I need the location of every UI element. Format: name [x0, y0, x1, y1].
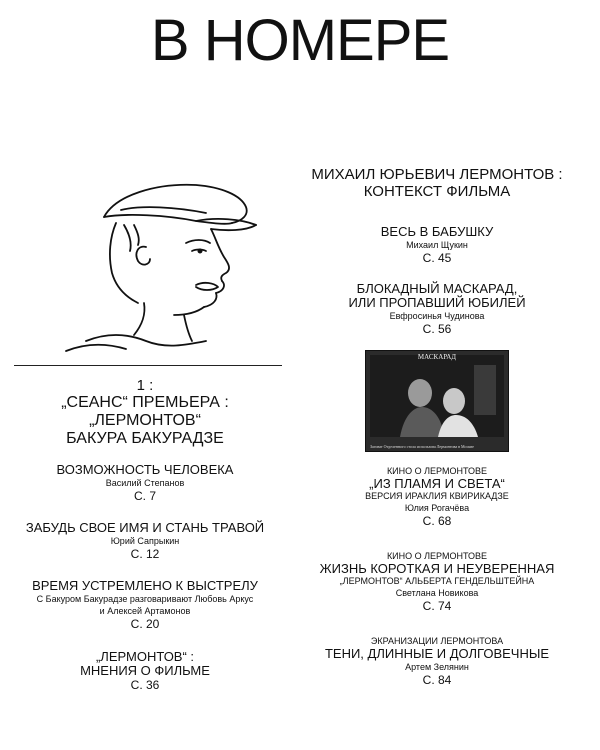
section-title-line-2: „ЛЕРМОНТОВ“ — [89, 412, 201, 429]
lermontov-portrait-sketch — [46, 165, 278, 353]
article-entry[interactable] — [0, 463, 290, 503]
article-author: Василий Степанов — [105, 478, 185, 488]
article-kicker: КИНО О ЛЕРМОНТОВЕ — [386, 466, 488, 476]
article-title-line-2: МНЕНИЯ О ФИЛЬМЕ — [80, 663, 210, 678]
section-divider — [14, 365, 282, 366]
article-title: ВРЕМЯ УСТРЕМЛЕНО К ВЫСТРЕЛУ — [32, 578, 258, 593]
article-author: Юлия Рогачёва — [404, 503, 470, 513]
article-page: С. 20 — [130, 617, 160, 631]
article-title: ВОЗМОЖНОСТЬ ЧЕЛОВЕКА — [56, 462, 234, 477]
article-author-line-1: С Бакуром Бакурадзе разговаривают Любовь Аркус — [36, 594, 254, 604]
section-title-line-1: МИХАИЛ ЮРЬЕВИЧ ЛЕРМОНТОВ : — [311, 166, 563, 183]
article-entry[interactable] — [0, 650, 290, 692]
article-kicker: КИНО О ЛЕРМОНТОВЕ — [386, 551, 488, 561]
left-section-heading — [0, 377, 290, 448]
article-page: С. 56 — [422, 322, 452, 336]
article-entry[interactable] — [0, 579, 290, 631]
article-entry[interactable] — [304, 225, 570, 265]
article-title: ВЕСЬ В БАБУШКУ — [380, 224, 494, 239]
article-subtitle: „ЛЕРМОНТОВ“ АЛЬБЕРТА ГЕНДЕЛЬШТЕЙНА — [339, 576, 535, 586]
right-section-heading — [304, 166, 570, 200]
section-title-line-1: „СЕАНС“ ПРЕМЬЕРА : — [61, 394, 229, 411]
article-title-line-2: ИЛИ ПРОПАВШИЙ ЮБИЛЕЙ — [348, 295, 526, 310]
article-title: „ИЗ ПЛАМЯ И СВЕТА“ — [369, 476, 505, 491]
photo-frame — [370, 355, 504, 437]
article-subtitle: ВЕРСИЯ ИРАКЛИЯ КВИРИКАДЗЕ — [365, 491, 509, 501]
film-still-photo — [365, 350, 509, 452]
article-page: С. 74 — [422, 599, 452, 613]
photo-caption: МАСКАРАД — [417, 353, 457, 361]
article-title-line-1: БЛОКАДНЫЙ МАСКАРАД, — [356, 281, 518, 296]
article-entry[interactable] — [0, 521, 290, 561]
section-title-line-3: БАКУРА БАКУРАДЗЕ — [66, 430, 224, 447]
article-author: Светлана Новикова — [395, 588, 479, 598]
photo-credit: Заговат Отделенного стола использова Лермонтова в Москве — [370, 444, 474, 449]
article-page: С. 68 — [422, 514, 452, 528]
article-page: С. 84 — [422, 673, 452, 687]
article-page: С. 45 — [422, 251, 452, 265]
article-entry[interactable] — [304, 282, 570, 336]
article-entry[interactable] — [304, 636, 570, 687]
section-title-line-2: КОНТЕКСТ ФИЛЬМА — [363, 183, 511, 200]
article-author: Артем Зелянин — [405, 662, 469, 672]
article-kicker: ЭКРАНИЗАЦИИ ЛЕРМОНТОВА — [370, 636, 504, 646]
article-author: Евфросинья Чудинова — [389, 311, 485, 321]
article-title: ЖИЗНЬ КОРОТКАЯ И НЕУВЕРЕННАЯ — [319, 561, 555, 576]
article-entry[interactable] — [304, 466, 570, 528]
section-number: 1 : — [136, 377, 154, 394]
article-author: Юрий Сапрыкин — [110, 536, 180, 546]
article-title-line-1: „ЛЕРМОНТОВ“ : — [95, 649, 195, 664]
film-still-figures — [370, 355, 504, 437]
article-title: ЗАБУДЬ СВОЕ ИМЯ И СТАНЬ ТРАВОЙ — [25, 520, 265, 535]
article-page: С. 12 — [130, 547, 160, 561]
article-author: Михаил Щукин — [406, 240, 468, 250]
article-page: С. 36 — [130, 678, 160, 692]
article-title: ТЕНИ, ДЛИННЫЕ И ДОЛГОВЕЧНЫЕ — [324, 646, 550, 661]
page-title: В НОМЕРЕ — [150, 8, 450, 73]
article-page: С. 7 — [133, 489, 156, 503]
article-entry[interactable] — [304, 551, 570, 613]
article-author-line-2: и Алексей Артамонов — [99, 606, 191, 616]
